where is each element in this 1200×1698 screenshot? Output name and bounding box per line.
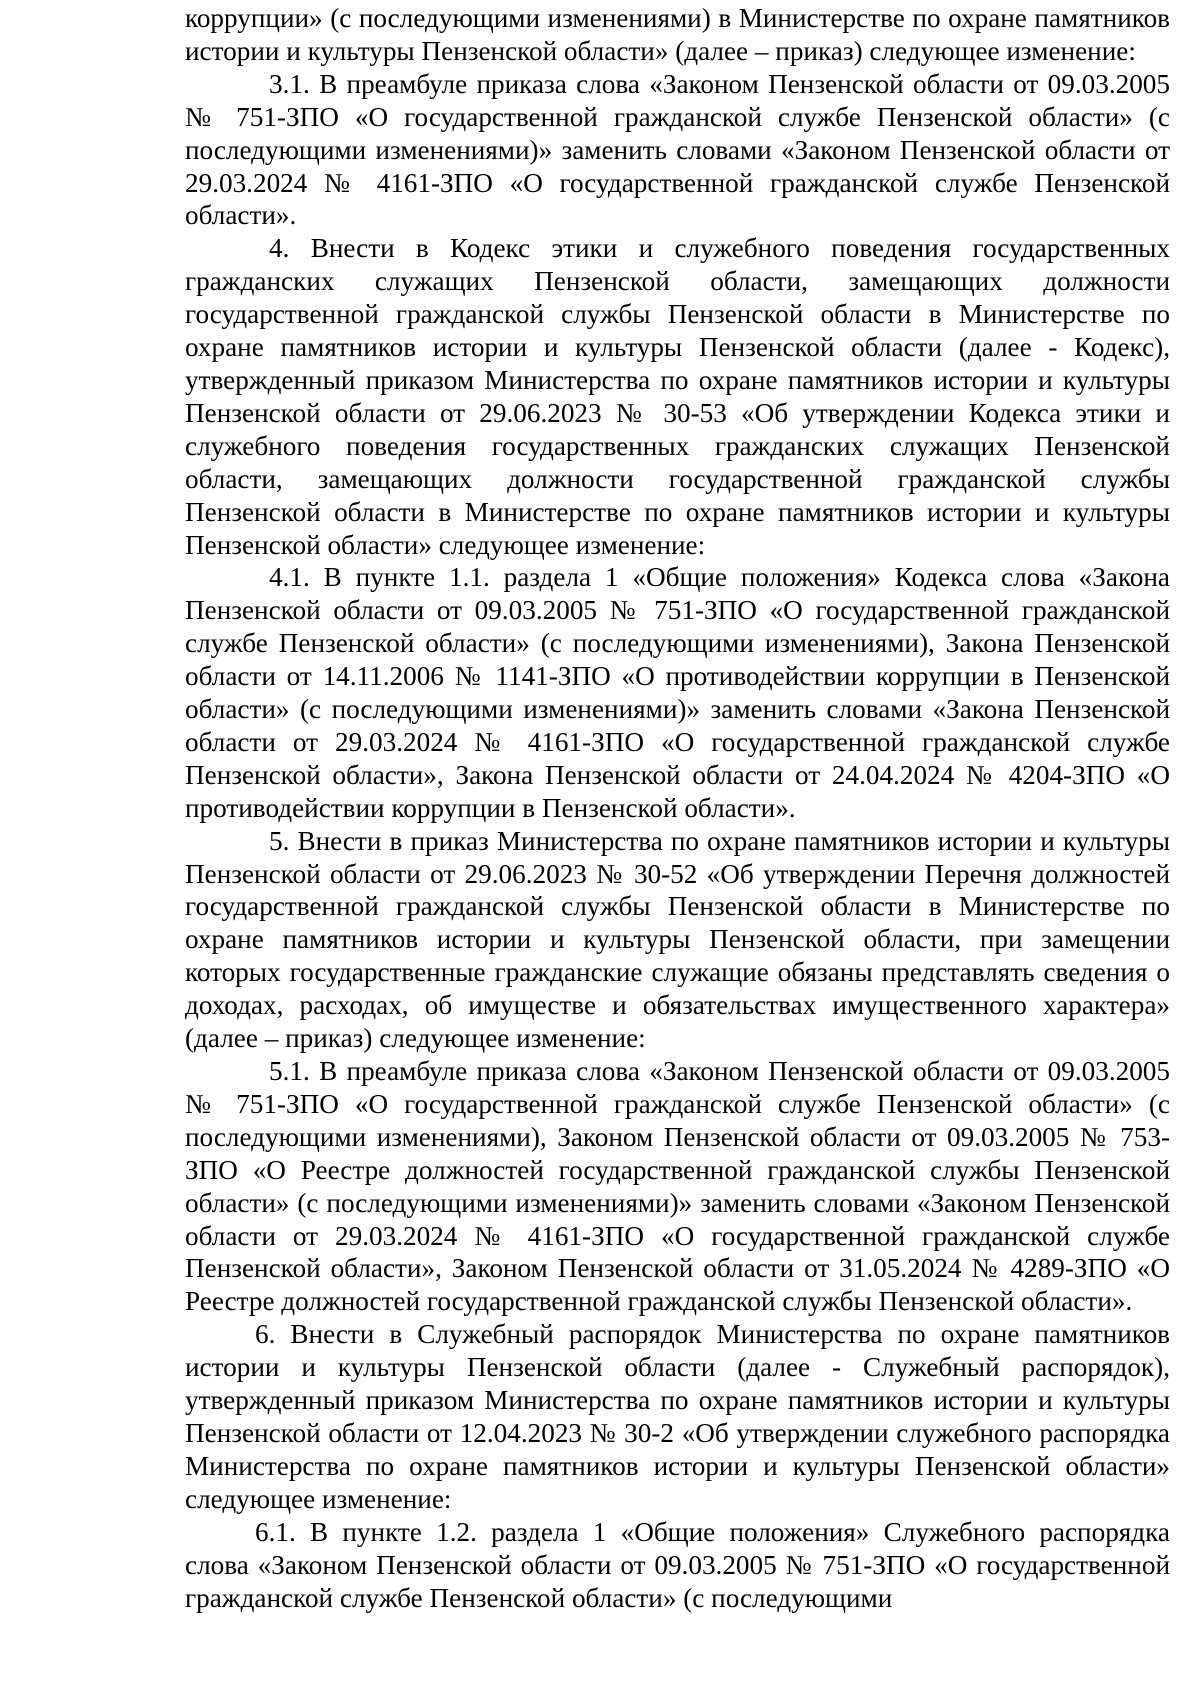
paragraph-6-1: 6.1. В пункте 1.2. раздела 1 «Общие положения» Служебного распорядка слова «Законом Пензенской области от 09.03.2005 № 751-ЗПО «О государственной гражданской службе Пензенской области» (с последующими	[185, 1516, 1170, 1613]
paragraph-4-1: 4.1. В пункте 1.1. раздела 1 «Общие положения» Кодекса слова «Закона Пензенской области от 09.03.2005 № 751-ЗПО «О государственной гражданской службе Пензенской области» (с последующими изменениями), Закона Пензенской области от 14.11.2006 № 1141-ЗПО «О противодействии коррупции в Пензенской области» (с последующими изменениями)» заменить словами «Закона Пензенской области от 29.03.2024 № 4161-ЗПО «О государственной гражданской службе Пензенской области», Закона Пензенской области от 24.04.2024 № 4204-ЗПО «О противодействии коррупции в Пензенской области».	[185, 562, 1170, 823]
paragraph-5: 5. Внести в приказ Министерства по охране памятников истории и культуры Пензенской области от 29.06.2023 № 30-52 «Об утверждении Перечня должностей государственной гражданской службы Пензенской области в Министерстве по охране памятников истории и культуры Пензенской области, при замещении которых государственные гражданские служащие обязаны представлять сведения о доходах, расходах, об имуществе и обязательствах имущественного характера» (далее – приказ) следующее изменение:	[185, 825, 1170, 1054]
paragraph-3-1: 3.1. В преамбуле приказа слова «Законом Пензенской области от 09.03.2005 № 751-ЗПО «О государственной гражданской службе Пензенской области» (с последующими изменениями)» заменить словами «Законом Пензенской области от 29.03.2024 № 4161-ЗПО «О государственной гражданской службе Пензенской области».	[185, 68, 1170, 231]
paragraph-6: 6. Внести в Служебный распорядок Министерства по охране памятников истории и культуры Пензенской области (далее - Служебный распорядок), утвержденный приказом Министерства по охране памятников истории и культуры Пензенской области от 12.04.2023 № 30-2 «Об утверждении служебного распорядка Министерства по охране памятников истории и культуры Пензенской области» следующее изменение:	[185, 1319, 1170, 1514]
paragraph-3-continuation: коррупции» (с последующими изменениями) в Министерстве по охране памятников истории и культуры Пензенской области» (далее – приказ) следующее изменение:	[185, 3, 1170, 66]
paragraph-5-1: 5.1. В преамбуле приказа слова «Законом Пензенской области от 09.03.2005 № 751-ЗПО «О государственной гражданской службе Пензенской области» (с последующими изменениями), Законом Пензенской области от 09.03.2005 № 753-ЗПО «О Реестре должностей государственной гражданской службы Пензенской области» (с последующими изменениями)» заменить словами «Законом Пензенской области от 29.03.2024 № 4161-ЗПО «О государственной гражданской службе Пензенской области», Законом Пензенской области от 31.05.2024 № 4289-ЗПО «О Реестре должностей государственной гражданской службы Пензенской области».	[185, 1056, 1170, 1317]
paragraph-4: 4. Внести в Кодекс этики и служебного поведения государственных гражданских служащих Пензенской области, замещающих должности государственной гражданской службы Пензенской области в Министерстве по охране памятников истории и культуры Пензенской области (далее - Кодекс), утвержденный приказом Министерства по охране памятников истории и культуры Пензенской области от 29.06.2023 № 30-53 «Об утверждении Кодекса этики и служебного поведения государственных гражданских служащих Пензенской области, замещающих должности государственной гражданской службы Пензенской области в Министерстве по охране памятников истории и культуры Пензенской области» следующее изменение:	[185, 233, 1170, 560]
document-page	[185, 2, 1170, 1614]
